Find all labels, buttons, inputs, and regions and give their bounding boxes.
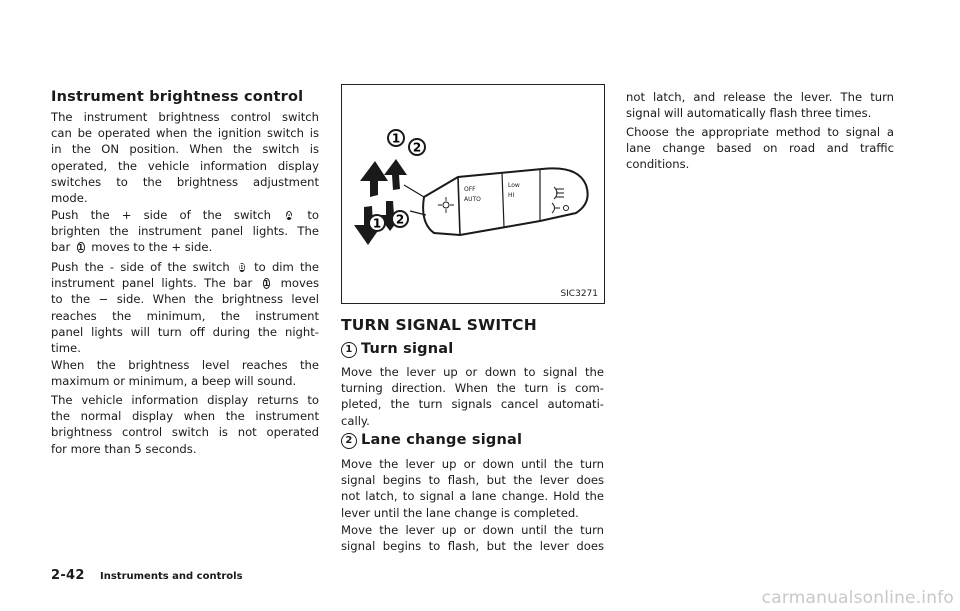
text-line: the normal display when the instrument: [51, 409, 319, 424]
text-line: maximum or minimum, a beep will sound.: [51, 374, 297, 389]
turn-signal-lever-figure: [341, 84, 605, 304]
paragraph-push-minus: [51, 259, 319, 356]
text-line: Move the lever up or down to signal the: [341, 365, 604, 379]
text-fragment: to: [307, 208, 320, 222]
text-line: operated, the vehicle information display: [51, 158, 319, 173]
paragraph-return-normal: [51, 392, 319, 457]
stalk-label-low: Low: [508, 182, 520, 189]
figure-code: SIC3271: [560, 289, 598, 299]
text-line: Move the lever up or down until the turn: [341, 523, 604, 537]
heading-instrument-brightness: Instrument brightness control: [51, 89, 304, 105]
callout-badge-b: B: [238, 263, 245, 272]
text-fragment: moves: [280, 276, 320, 291]
text-line: When the brightness level reaches the: [51, 358, 319, 372]
paragraph-lane-change-1: [341, 456, 604, 521]
stalk-label-hi: HI: [508, 192, 515, 199]
text-line: turning direction. When the turn is com-: [341, 381, 604, 396]
watermark: carmanualsonline.info: [761, 588, 954, 608]
subheading-number-1: 1: [341, 342, 357, 358]
text-line: can be operated when the ignition switch is: [51, 126, 319, 141]
callout-number-1: 1: [263, 279, 270, 289]
text-line: panel lights will turn off during the night-: [51, 324, 319, 339]
text-line: signal begins to flash, but the lever does: [341, 539, 604, 554]
stalk-label-auto: AUTO: [464, 196, 481, 203]
text-line: conditions.: [626, 157, 690, 172]
text-fragment: to dim the: [254, 260, 320, 274]
text-line: signal will automatically flash three times.: [626, 106, 872, 121]
text-line: not latch, and release the lever. The turn: [626, 90, 894, 104]
subheading-label: Turn signal: [361, 341, 454, 357]
text-line: signal begins to flash, but the lever does: [341, 473, 604, 488]
subheading-turn-signal: [341, 341, 453, 358]
paragraph-brightness-intro: [51, 109, 319, 206]
text-line: The vehicle information display returns to: [51, 393, 319, 407]
subheading-label: Lane change signal: [361, 432, 523, 448]
callout-2-top: [409, 139, 425, 155]
callout-2-bottom: [392, 211, 408, 227]
text-line: brightness control switch is not operated: [51, 425, 319, 440]
text-line: reaches the minimum, the instrument: [51, 308, 319, 323]
subheading-number-2: 2: [341, 433, 357, 449]
text-fragment: moves to the + side.: [91, 240, 213, 255]
paragraph-lane-change-continued: [626, 89, 894, 121]
svg-text:2: 2: [412, 140, 422, 155]
text-line: cally.: [341, 413, 370, 428]
arrow-up-icon: [384, 159, 407, 190]
text-line: lever until the lane change is completed.: [341, 505, 579, 520]
text-line: lane change based on road and traffic: [626, 141, 894, 156]
turn-signal-lever-illustration: [342, 85, 604, 303]
text-line: for more than 5 seconds.: [51, 441, 197, 456]
paragraph-choose-method: [626, 124, 894, 173]
text-line: mode.: [51, 190, 88, 205]
paragraph-beep: [51, 357, 319, 389]
svg-text:2: 2: [395, 212, 405, 227]
paragraph-lane-change-2: [341, 522, 604, 554]
paragraph-push-plus: [51, 207, 319, 256]
svg-text:1: 1: [372, 216, 382, 231]
text-fragment: instrument panel lights. The bar: [51, 276, 253, 291]
paragraph-turn-signal: [341, 364, 604, 429]
text-line: switches to the brightness adjustment: [51, 174, 319, 189]
section-name: Instruments and controls: [100, 571, 243, 582]
text-line: brighten the instrument panel lights. The: [51, 224, 319, 239]
callout-number-1: 1: [77, 243, 84, 253]
text-line: Move the lever up or down until the turn: [341, 457, 604, 471]
text-line: not latch, to signal a lane change. Hold the: [341, 489, 604, 504]
text-line: pleted, the turn signals cancel automati-: [341, 397, 604, 412]
subheading-lane-change-signal: [341, 432, 522, 449]
text-line: The instrument brightness control switch: [51, 110, 319, 124]
arrow-up-icon: [360, 161, 388, 197]
callout-1-bottom: [369, 215, 385, 231]
section-title-turn-signal-switch: TURN SIGNAL SWITCH: [341, 316, 537, 334]
text-line: to the − side. When the brightness level: [51, 292, 319, 307]
text-line: in the ON position. When the switch is: [51, 142, 319, 157]
text-line: Choose the appropriate method to signal a: [626, 125, 894, 139]
text-fragment: Push the + side of the switch: [51, 208, 271, 222]
callout-badge-a: A: [286, 211, 293, 220]
text-line: time.: [51, 340, 81, 355]
stalk-label-off: OFF: [464, 186, 476, 193]
text-fragment: Push the - side of the switch: [51, 260, 230, 274]
page-number: 2-42: [51, 568, 85, 583]
callout-1-top: [388, 130, 404, 146]
svg-text:1: 1: [391, 131, 401, 146]
text-fragment: bar: [51, 240, 71, 255]
